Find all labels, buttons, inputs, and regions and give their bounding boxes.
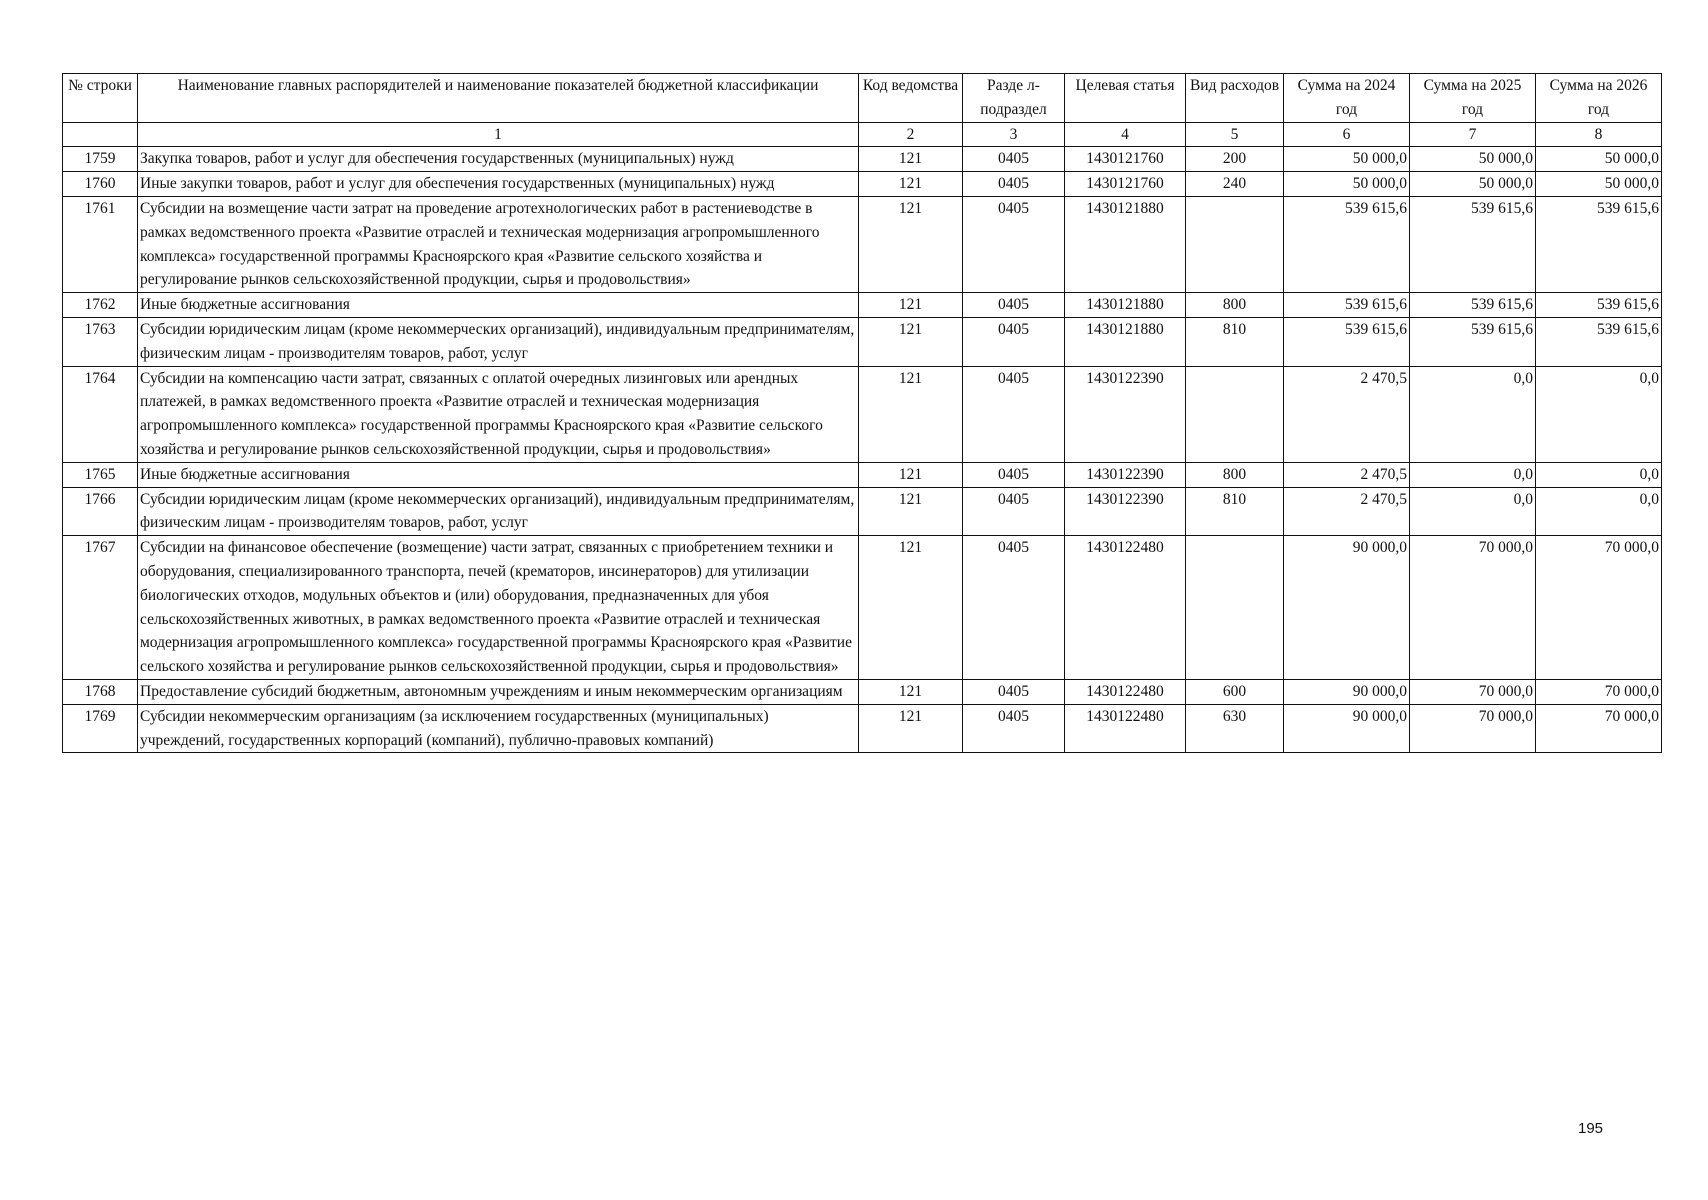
dept-code: 121	[859, 679, 963, 704]
expense-type: 630	[1186, 704, 1284, 753]
section-code: 0405	[963, 487, 1065, 536]
row-name: Субсидии некоммерческим организациям (за исключением государственных (муниципальных) учреждений, государственных корпораций (компаний), публично-правовых компаний)	[138, 704, 859, 753]
row-name: Субсидии на финансовое обеспечение (возмещение) части затрат, связанных с приобретением техники и оборудования, специализированного транспорта, печей (крематоров, инсинераторов) для утилизации биологических отходов, модульных объектов и (или) оборудования, предназначенных для убоя сельскохозяйственных животных, в рамках ведомственного проекта «Развитие отраслей и техническая модернизация агропромышленного комплекса» государственной программы Красноярского края «Развитие сельского хозяйства и регулирование рынков сельскохозяйственной продукции, сырья и продовольствия»	[138, 536, 859, 680]
sum-2026: 0,0	[1536, 487, 1662, 536]
section-code: 0405	[963, 196, 1065, 292]
sum-2026: 539 615,6	[1536, 317, 1662, 366]
table-row	[63, 704, 1662, 753]
row-name: Субсидии на компенсацию части затрат, связанных с оплатой очередных лизинговых или арендных платежей, в рамках ведомственного проекта «Развитие отраслей и техническая модернизация агропромышленного комплекса» государственной программы Красноярского края «Развитие сельского хозяйства и регулирование рынков сельскохозяйственной продукции, сырья и продовольствия»	[138, 366, 859, 462]
sum-2024: 50 000,0	[1284, 172, 1410, 197]
sum-2024: 539 615,6	[1284, 196, 1410, 292]
row-number: 1766	[63, 487, 138, 536]
dept-code: 121	[859, 704, 963, 753]
sum-2025: 70 000,0	[1410, 679, 1536, 704]
sum-2024: 90 000,0	[1284, 704, 1410, 753]
row-number: 1769	[63, 704, 138, 753]
sum-2026: 70 000,0	[1536, 536, 1662, 680]
column-number: 1	[138, 122, 859, 147]
sum-2025: 70 000,0	[1410, 704, 1536, 753]
dept-code: 121	[859, 366, 963, 462]
column-number: 2	[859, 122, 963, 147]
row-name: Субсидии юридическим лицам (кроме некоммерческих организаций), индивидуальным предпринимателям, физическим лицам - производителям товаров, работ, услуг	[138, 487, 859, 536]
sum-2024: 2 470,5	[1284, 462, 1410, 487]
row-name: Иные бюджетные ассигнования	[138, 293, 859, 318]
header-dept-code: Код ведомства	[859, 74, 963, 123]
section-code: 0405	[963, 704, 1065, 753]
row-name: Иные бюджетные ассигнования	[138, 462, 859, 487]
row-number: 1762	[63, 293, 138, 318]
sum-2024: 539 615,6	[1284, 293, 1410, 318]
expense-type	[1186, 536, 1284, 680]
section-code: 0405	[963, 317, 1065, 366]
column-number: 7	[1410, 122, 1536, 147]
row-name: Иные закупки товаров, работ и услуг для обеспечения государственных (муниципальных) нужд	[138, 172, 859, 197]
table-row	[63, 487, 1662, 536]
column-number	[63, 122, 138, 147]
sum-2024: 90 000,0	[1284, 536, 1410, 680]
sum-2025: 50 000,0	[1410, 147, 1536, 172]
table-row	[63, 147, 1662, 172]
table-header-row	[63, 74, 1662, 123]
table-row	[63, 196, 1662, 292]
row-number: 1768	[63, 679, 138, 704]
target-article: 1430122390	[1065, 487, 1186, 536]
header-sum-2026: Сумма на 2026 год	[1536, 74, 1662, 123]
row-number: 1765	[63, 462, 138, 487]
sum-2025: 0,0	[1410, 487, 1536, 536]
sum-2026: 539 615,6	[1536, 196, 1662, 292]
page-number: 195	[1578, 1120, 1604, 1137]
expense-type: 810	[1186, 487, 1284, 536]
target-article: 1430122480	[1065, 679, 1186, 704]
row-name: Закупка товаров, работ и услуг для обеспечения государственных (муниципальных) нужд	[138, 147, 859, 172]
expense-type	[1186, 366, 1284, 462]
sum-2025: 539 615,6	[1410, 196, 1536, 292]
expense-type: 800	[1186, 293, 1284, 318]
expense-type	[1186, 196, 1284, 292]
row-name: Субсидии на возмещение части затрат на проведение агротехнологических работ в растениеводстве в рамках ведомственного проекта «Развитие отраслей и техническая модернизация агропромышленного комплекса» государственной программы Красноярского края «Развитие сельского хозяйства и регулирование рынков сельскохозяйственной продукции, сырья и продовольствия»	[138, 196, 859, 292]
budget-table	[62, 73, 1662, 753]
sum-2024: 50 000,0	[1284, 147, 1410, 172]
target-article: 1430121880	[1065, 317, 1186, 366]
sum-2024: 539 615,6	[1284, 317, 1410, 366]
sum-2025: 0,0	[1410, 462, 1536, 487]
expense-type: 200	[1186, 147, 1284, 172]
dept-code: 121	[859, 462, 963, 487]
target-article: 1430121880	[1065, 293, 1186, 318]
expense-type: 240	[1186, 172, 1284, 197]
section-code: 0405	[963, 172, 1065, 197]
target-article: 1430122390	[1065, 462, 1186, 487]
dept-code: 121	[859, 172, 963, 197]
target-article: 1430121880	[1065, 196, 1186, 292]
sum-2025: 539 615,6	[1410, 293, 1536, 318]
sum-2026: 70 000,0	[1536, 679, 1662, 704]
sum-2026: 539 615,6	[1536, 293, 1662, 318]
header-sum-2024: Сумма на 2024 год	[1284, 74, 1410, 123]
target-article: 1430121760	[1065, 172, 1186, 197]
sum-2024: 90 000,0	[1284, 679, 1410, 704]
header-section: Разде л-подраздел	[963, 74, 1065, 123]
expense-type: 800	[1186, 462, 1284, 487]
row-number: 1764	[63, 366, 138, 462]
sum-2025: 539 615,6	[1410, 317, 1536, 366]
table-row	[63, 462, 1662, 487]
target-article: 1430122390	[1065, 366, 1186, 462]
dept-code: 121	[859, 317, 963, 366]
sum-2025: 50 000,0	[1410, 172, 1536, 197]
header-sum-2025: Сумма на 2025 год	[1410, 74, 1536, 123]
section-code: 0405	[963, 293, 1065, 318]
header-expense-type: Вид расходов	[1186, 74, 1284, 123]
row-number: 1763	[63, 317, 138, 366]
column-numbers-row	[63, 122, 1662, 147]
row-name: Субсидии юридическим лицам (кроме некоммерческих организаций), индивидуальным предпринимателям, физическим лицам - производителям товаров, работ, услуг	[138, 317, 859, 366]
dept-code: 121	[859, 196, 963, 292]
section-code: 0405	[963, 147, 1065, 172]
table-row	[63, 366, 1662, 462]
row-number: 1760	[63, 172, 138, 197]
target-article: 1430121760	[1065, 147, 1186, 172]
section-code: 0405	[963, 679, 1065, 704]
header-target-article: Целевая статья	[1065, 74, 1186, 123]
sum-2024: 2 470,5	[1284, 487, 1410, 536]
sum-2026: 0,0	[1536, 462, 1662, 487]
table-row	[63, 293, 1662, 318]
column-number: 8	[1536, 122, 1662, 147]
section-code: 0405	[963, 462, 1065, 487]
sum-2026: 50 000,0	[1536, 172, 1662, 197]
section-code: 0405	[963, 366, 1065, 462]
row-name: Предоставление субсидий бюджетным, автономным учреждениям и иным некоммерческим организациям	[138, 679, 859, 704]
target-article: 1430122480	[1065, 536, 1186, 680]
sum-2024: 2 470,5	[1284, 366, 1410, 462]
table-row	[63, 172, 1662, 197]
target-article: 1430122480	[1065, 704, 1186, 753]
sum-2026: 50 000,0	[1536, 147, 1662, 172]
dept-code: 121	[859, 293, 963, 318]
dept-code: 121	[859, 487, 963, 536]
sum-2025: 0,0	[1410, 366, 1536, 462]
dept-code: 121	[859, 147, 963, 172]
sum-2026: 0,0	[1536, 366, 1662, 462]
row-number: 1767	[63, 536, 138, 680]
header-row-number: № строки	[63, 74, 138, 123]
sum-2026: 70 000,0	[1536, 704, 1662, 753]
table-row	[63, 536, 1662, 680]
row-number: 1761	[63, 196, 138, 292]
expense-type: 600	[1186, 679, 1284, 704]
table-row	[63, 679, 1662, 704]
column-number: 6	[1284, 122, 1410, 147]
expense-type: 810	[1186, 317, 1284, 366]
table-row	[63, 317, 1662, 366]
column-number: 4	[1065, 122, 1186, 147]
header-name: Наименование главных распорядителей и наименование показателей бюджетной классификации	[138, 74, 859, 123]
sum-2025: 70 000,0	[1410, 536, 1536, 680]
column-number: 3	[963, 122, 1065, 147]
column-number: 5	[1186, 122, 1284, 147]
dept-code: 121	[859, 536, 963, 680]
row-number: 1759	[63, 147, 138, 172]
section-code: 0405	[963, 536, 1065, 680]
